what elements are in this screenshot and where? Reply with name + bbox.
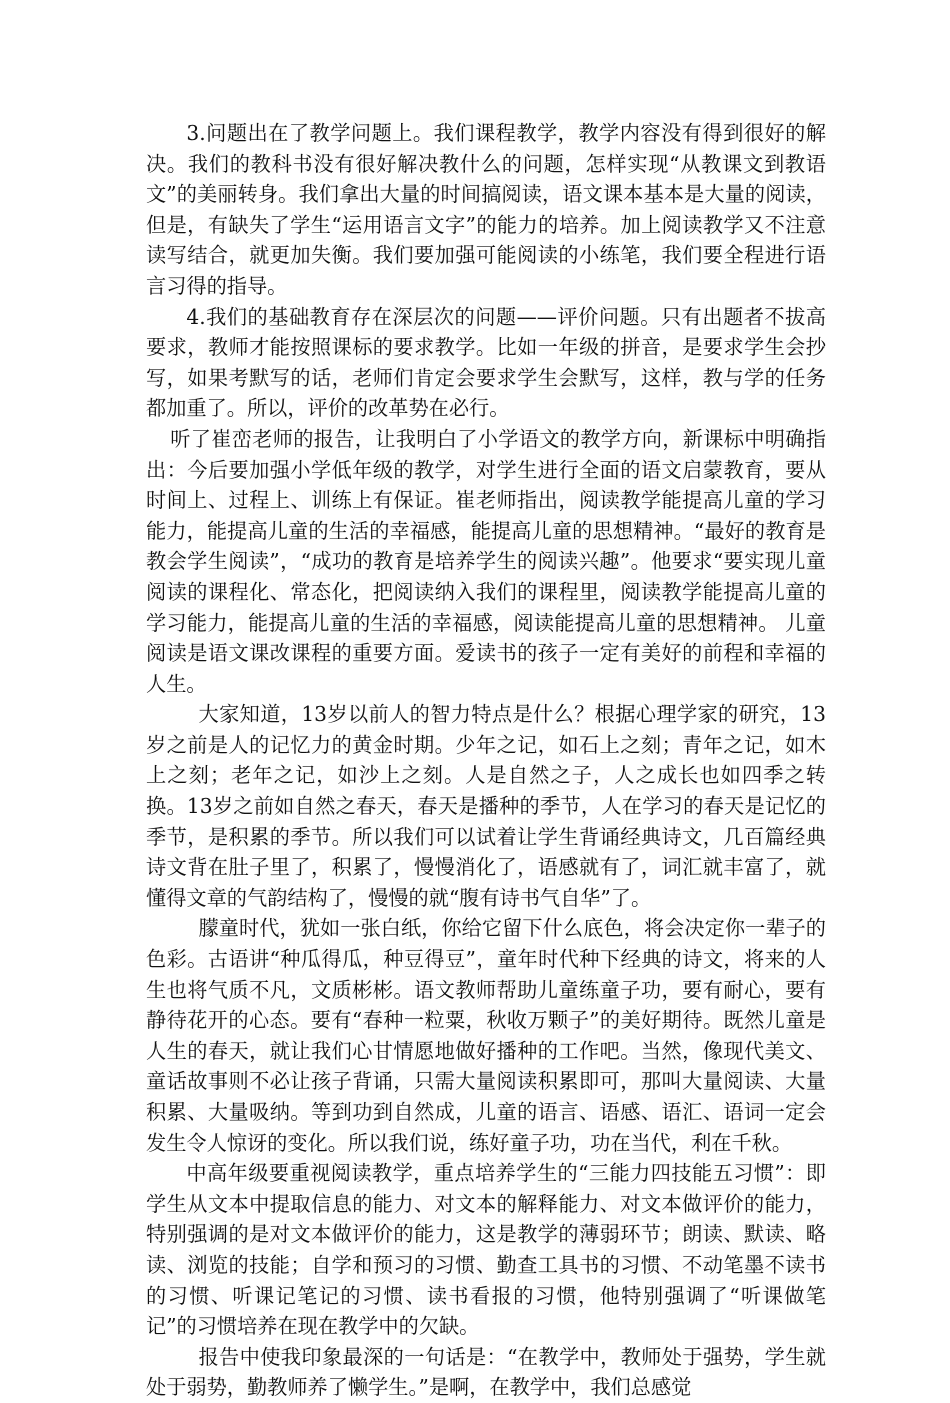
paragraph-childhood: 朦童时代，犹如一张白纸，你给它留下什么底色，将会决定你一辈子的色彩。古语讲“种瓜得瓜，种豆得豆”，童年时代种下经典的诗文，将来的人生也将气质不凡，文质彬彬。语文教师帮助儿童练童子功，要有耐心，要有静待花开的心态。要有“春种一粒粟，秋收万颗子”的美好期待。既然儿童是人生的春天，就让我们心甘情愿地做好播种的工作吧。当然，像现代美文、童话故事则不必让孩子背诵，只需大量阅读积累即可，那叫大量阅读、大量积累、大量吸纳。等到功到自然成，儿童的语言、语感、语汇、语词一定会发生令人惊讶的变化。所以我们说，练好童子功，功在当代，利在千秋。 (146, 916, 826, 1155)
paragraph-problem-3: 3.问题出在了教学问题上。我们课程教学，教学内容没有得到很好的解决。我们的教科书没有很好解决教什么的问题，怎样实现“从教课文到教语文”的美丽转身。我们拿出大量的时间搞阅读，语文课本基本是大量的阅读，但是，有缺失了学生“运用语言文字”的能力的培养。加上阅读教学又不注意读写结合，就更加失衡。我们要加强可能阅读的小练笔，我们要全程进行语言习得的指导。 (146, 121, 826, 298)
document-page (146, 118, 826, 1403)
paragraph-upper-grades: 中高年级要重视阅读教学，重点培养学生的“三能力四技能五习惯”：即学生从文本中提取信息的能力、对文本的解释能力、对文本做评价的能力，特别强调的是对文本做评价的能力，这是教学的薄弱环节；朗读、默读、略读、浏览的技能；自学和预习的习惯、勤查工具书的习惯、不动笔墨不读书的习惯、听课记笔记的习惯、读书看报的习惯，他特别强调了“听课做笔记”的习惯培养在现在教学中的欠缺。 (146, 1161, 826, 1339)
paragraph-problem-4: 4.我们的基础教育存在深层次的问题——评价问题。只有出题者不拔高要求，教师才能按照课标的要求教学。比如一年级的拼音，是要求学生会抄写，如果考默写的话，老师们肯定会要求学生会默写，这样，教与学的任务都加重了。所以，评价的改革势在必行。 (146, 304, 826, 421)
paragraph-memory-age: 大家知道，13岁以前人的智力特点是什么？根据心理学家的研究，13岁之前是人的记忆力的黄金时期。少年之记，如石上之刻；青年之记，如木上之刻；老年之记，如沙上之刻。人是自然之子，人之成长也如四季之转换。13岁之前如自然之春天，春天是播种的季节，人在学习的春天是记忆的季节，是积累的季节。所以我们可以试着让学生背诵经典诗文，几百篇经典诗文背在肚子里了，积累了，慢慢消化了，语感就有了，词汇就丰富了，就懂得文章的气韵结构了，慢慢的就“腹有诗书气自华”了。 (146, 702, 826, 910)
paragraph-report-reflection: 听了崔峦老师的报告，让我明白了小学语文的教学方向，新课标中明确指出：今后要加强小学低年级的教学，对学生进行全面的语文启蒙教育，要从时间上、过程上、训练上有保证。崔老师指出，阅读教学能提高儿童的学习能力，能提高儿童的生活的幸福感，能提高儿童的思想精神。“最好的教育是教会学生阅读”，“成功的教育是培养学生的阅读兴趣”。他要求“要实现儿童阅读的课程化、常态化，把阅读纳入我们的课程里，阅读教学能提高儿童的学习能力，能提高儿童的生活的幸福感，阅读能提高儿童的思想精神。 儿童阅读是语文课改课程的重要方面。爱读书的孩子一定有美好的前程和幸福的人生。 (146, 426, 826, 696)
paragraph-impression: 报告中使我印象最深的一句话是：“在教学中，教师处于强势，学生就处于弱势，勤教师养了懒学生。”是啊，在教学中，我们总感觉 (146, 1344, 826, 1400)
